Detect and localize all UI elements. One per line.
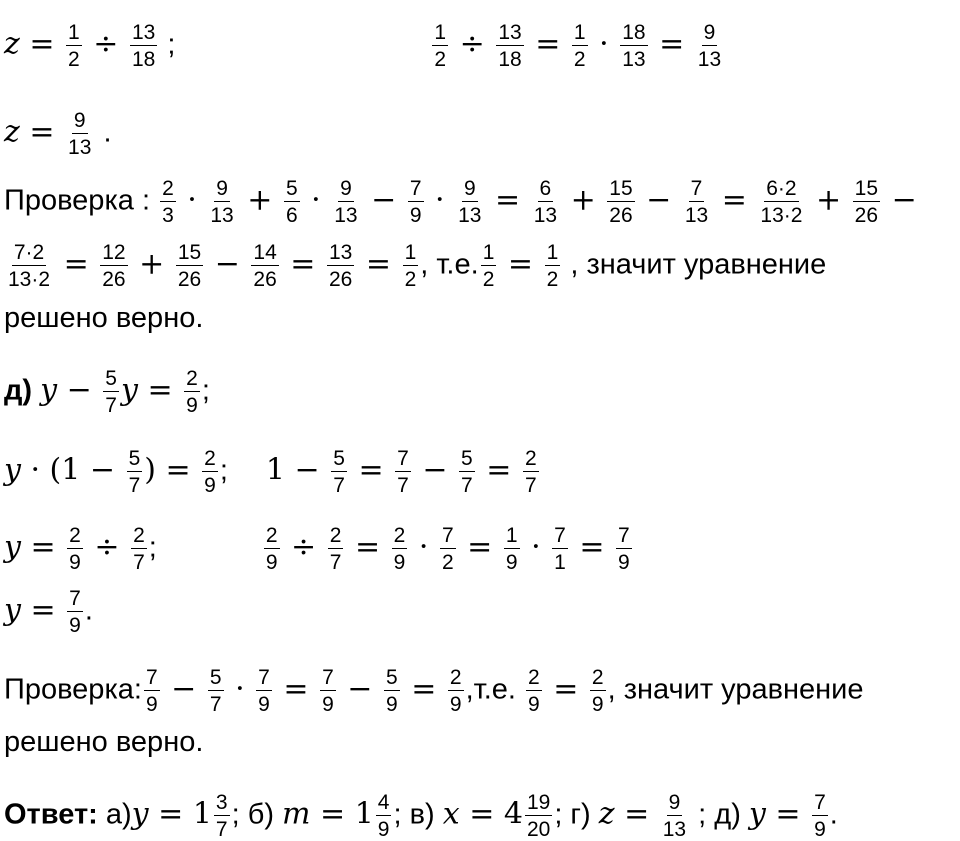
fraction <box>432 22 448 70</box>
text-run: ,т.е. <box>465 673 524 706</box>
fraction <box>616 525 632 573</box>
text-run: а) <box>97 798 132 831</box>
fraction <box>160 178 176 226</box>
fraction <box>103 368 119 416</box>
fraction-denominator: 9 <box>69 614 81 637</box>
text-line <box>4 178 917 226</box>
math-variable: y <box>4 452 21 488</box>
fraction-denominator: 7 <box>329 551 342 574</box>
fraction-denominator: 26 <box>177 268 202 291</box>
math-operator: = <box>712 182 757 218</box>
fraction-denominator: 7 <box>333 474 345 497</box>
fraction-numerator: 7 <box>145 666 158 689</box>
fraction-numerator: 7 <box>690 177 703 200</box>
fraction-numerator: 9 <box>668 791 681 814</box>
text-run: ; г) <box>554 798 599 831</box>
math-operator: + <box>237 182 282 218</box>
math-operator: = <box>457 529 502 565</box>
fraction <box>459 448 475 496</box>
fraction-denominator: 18 <box>498 48 522 71</box>
fraction-numerator: 14 <box>253 241 277 264</box>
fraction-denominator: 7 <box>133 551 145 574</box>
fraction <box>620 22 647 70</box>
fraction <box>552 525 568 573</box>
fraction <box>251 242 278 290</box>
math-operator: = 1 <box>310 796 374 832</box>
fraction-numerator: 5 <box>285 177 298 200</box>
fraction-numerator: 9 <box>73 109 86 132</box>
math-operator: ÷ <box>83 26 128 62</box>
fraction-numerator: 7 <box>814 791 826 814</box>
fraction <box>525 792 552 840</box>
fraction <box>456 178 483 226</box>
fraction-denominator: 13 <box>662 818 687 841</box>
fraction-numerator: 3 <box>215 791 228 814</box>
fraction <box>67 525 83 573</box>
fraction <box>683 178 710 226</box>
fraction-denominator: 9 <box>377 818 390 841</box>
fraction <box>395 448 411 496</box>
fraction <box>607 178 634 226</box>
text-line <box>4 298 203 338</box>
fraction-numerator: 9 <box>463 177 476 200</box>
fraction-denominator: 13 <box>68 136 92 159</box>
fraction <box>384 667 400 715</box>
fraction <box>208 178 235 226</box>
math-operator: = 4 <box>459 796 523 832</box>
fraction-numerator: 2 <box>162 177 174 200</box>
fraction-numerator: 7 <box>618 524 630 547</box>
fraction-numerator: 7 <box>397 447 409 470</box>
math-operator: = <box>356 246 401 282</box>
fraction-denominator: 13 <box>210 204 234 227</box>
fraction <box>403 242 419 290</box>
fraction-numerator: 5 <box>461 447 473 470</box>
text-line <box>4 110 112 158</box>
math-variable: m <box>282 796 311 832</box>
fraction-numerator: 9 <box>340 177 352 200</box>
text-run: Проверка : <box>4 184 159 217</box>
fraction <box>526 667 542 715</box>
fraction <box>408 178 424 226</box>
fraction <box>100 242 127 290</box>
fraction-numerator: 9 <box>216 177 228 200</box>
text-run: , т.е. <box>420 248 479 281</box>
math-operator: ÷ <box>84 529 130 565</box>
fraction-denominator: 7 <box>397 474 409 497</box>
math-operator: − <box>361 182 406 218</box>
math-operator: · <box>521 529 551 565</box>
fraction-numerator: 15 <box>854 177 879 200</box>
text-run: ; в) <box>393 798 443 831</box>
fraction-denominator: 26 <box>102 268 126 291</box>
math-operator: = <box>765 796 811 832</box>
fraction <box>590 667 606 715</box>
fraction-numerator: 5 <box>209 666 222 689</box>
fraction-denominator: 2 <box>404 268 417 291</box>
math-operator: ÷ <box>281 529 326 565</box>
text-run: ; <box>159 28 176 61</box>
math-operator: − <box>412 452 458 488</box>
fraction-numerator: 2 <box>329 524 342 547</box>
math-operator: = <box>19 114 65 150</box>
math-operator: = <box>525 26 570 62</box>
text-line <box>4 242 826 290</box>
math-variable: y <box>120 372 138 408</box>
math-operator: · <box>409 529 438 565</box>
fraction-numerator: 1 <box>404 241 417 264</box>
math-operator: ÷ <box>450 26 495 62</box>
fraction-numerator: 2 <box>524 447 537 470</box>
fraction-numerator: 19 <box>526 791 551 814</box>
fraction-numerator: 2 <box>265 524 278 547</box>
fraction <box>504 525 520 573</box>
math-variable: y <box>131 796 149 832</box>
fraction-denominator: 13 <box>684 204 709 227</box>
math-operator: = <box>19 26 65 62</box>
fraction <box>481 242 497 290</box>
fraction-numerator: 2 <box>69 524 81 547</box>
fraction <box>327 242 354 290</box>
text-run: решено верно. <box>4 726 204 758</box>
fraction-numerator: 6 <box>539 177 552 200</box>
text-run: ; <box>219 454 228 487</box>
fraction-numerator: 1 <box>434 21 447 44</box>
fraction <box>331 448 347 496</box>
fraction-denominator: 7 <box>209 693 222 716</box>
math-operator: = <box>498 246 543 282</box>
math-operator: = <box>476 452 521 488</box>
fraction-numerator: 7·2 <box>13 241 45 264</box>
fraction-denominator: 9 <box>449 693 462 716</box>
text-line <box>4 368 210 416</box>
fraction <box>176 242 203 290</box>
math-operator: · <box>589 26 619 62</box>
text-run: Проверка: <box>4 673 142 706</box>
text-run: ; д) <box>690 798 749 831</box>
fraction-denominator: 13·2 <box>8 268 51 291</box>
fraction <box>264 525 280 573</box>
fraction-denominator: 13 <box>622 48 646 71</box>
fraction-denominator: 26 <box>253 268 277 291</box>
fraction-numerator: 15 <box>177 241 202 264</box>
fraction-denominator: 9 <box>505 551 518 574</box>
fraction <box>202 448 218 496</box>
fraction-denominator: 9 <box>528 693 540 716</box>
fraction-denominator: 6 <box>285 204 298 227</box>
fraction-denominator: 9 <box>145 693 158 716</box>
fraction-numerator: 5 <box>128 447 141 470</box>
fraction-numerator: 2 <box>528 666 540 689</box>
fraction <box>853 178 880 226</box>
fraction-denominator: 7 <box>105 394 117 417</box>
math-operator: ) = <box>144 452 201 488</box>
text-run: . <box>84 594 93 627</box>
fraction-denominator: 9 <box>393 551 406 574</box>
fraction-numerator: 13 <box>328 241 353 264</box>
fraction-numerator: 12 <box>102 241 126 264</box>
fraction-denominator: 13 <box>533 204 558 227</box>
math-operator: = <box>280 246 325 282</box>
fraction-denominator: 2 <box>482 268 495 291</box>
fraction <box>320 667 336 715</box>
fraction-numerator: 1 <box>546 241 559 264</box>
text-line <box>4 22 725 70</box>
math-operator: = <box>54 246 99 282</box>
fraction <box>144 667 160 715</box>
fraction-denominator: 13 <box>697 48 722 71</box>
fraction-denominator: 2 <box>68 48 80 71</box>
fraction <box>661 792 688 840</box>
text-line <box>4 792 838 840</box>
fraction-numerator: 7 <box>554 524 566 547</box>
fraction-denominator: 3 <box>162 204 174 227</box>
fraction-denominator: 13 <box>458 204 482 227</box>
fraction-numerator: 2 <box>133 524 145 547</box>
fraction-denominator: 7 <box>215 818 228 841</box>
math-operator: + <box>129 246 174 282</box>
fraction-numerator: 13 <box>498 21 522 44</box>
math-variable: y <box>4 529 21 565</box>
math-operator: · <box>425 182 455 218</box>
text-run: ; <box>148 531 157 564</box>
fraction-numerator: 18 <box>622 21 646 44</box>
fraction-denominator: 26 <box>609 204 633 227</box>
text-line <box>4 667 863 715</box>
fraction-numerator: 5 <box>105 367 117 390</box>
fraction <box>66 110 93 158</box>
fraction-denominator: 13·2 <box>760 204 803 227</box>
fraction <box>284 178 300 226</box>
math-operator: · <box>225 671 255 707</box>
fraction-numerator: 7 <box>409 177 422 200</box>
text-run: . <box>95 116 112 149</box>
fraction-denominator: 26 <box>328 268 353 291</box>
fraction <box>256 667 272 715</box>
fraction <box>332 178 359 226</box>
fraction <box>696 22 723 70</box>
fraction-numerator: 2 <box>186 367 198 390</box>
fraction-numerator: 1 <box>482 241 495 264</box>
text-run: . <box>829 798 838 831</box>
math-operator: 1 − <box>265 452 330 488</box>
text-run: , значит уравнение <box>562 248 827 281</box>
fraction-denominator: 7 <box>461 474 473 497</box>
math-operator: · <box>301 182 331 218</box>
text-line <box>4 588 93 636</box>
text-run: , значит уравнение <box>607 673 864 706</box>
fraction <box>376 792 392 840</box>
fraction-numerator: 5 <box>385 666 398 689</box>
fraction <box>6 242 52 290</box>
fraction <box>184 368 200 416</box>
fraction <box>496 22 523 70</box>
fraction <box>572 22 588 70</box>
fraction-denominator: 9 <box>258 693 270 716</box>
math-operator: = <box>569 529 615 565</box>
fraction-numerator: 7 <box>322 666 334 689</box>
fraction-denominator: 2 <box>441 551 454 574</box>
fraction-denominator: 1 <box>554 551 566 574</box>
fraction-denominator: 9 <box>204 474 216 497</box>
fraction-numerator: 1 <box>68 21 80 44</box>
fraction <box>758 178 804 226</box>
math-operator: − <box>882 182 917 218</box>
fraction-numerator: 1 <box>573 21 586 44</box>
text-run: ; б) <box>231 798 283 831</box>
math-operator: = 1 <box>148 796 212 832</box>
fraction-denominator: 2 <box>546 268 559 291</box>
math-operator: · <box>177 182 207 218</box>
fraction-numerator: 6·2 <box>766 177 797 200</box>
math-operator: = <box>137 372 183 408</box>
text-line <box>4 448 541 496</box>
math-operator: = <box>485 182 530 218</box>
math-operator: = <box>348 452 394 488</box>
fraction-denominator: 18 <box>131 48 156 71</box>
fraction <box>523 448 539 496</box>
fraction-denominator: 26 <box>854 204 879 227</box>
fraction-numerator: 7 <box>258 666 270 689</box>
fraction-denominator: 2 <box>573 48 586 71</box>
math-variable: z <box>598 796 615 832</box>
fraction-numerator: 7 <box>441 524 454 547</box>
math-operator: = <box>20 529 66 565</box>
fraction-denominator: 9 <box>591 693 604 716</box>
fraction <box>208 667 224 715</box>
fraction <box>130 22 157 70</box>
math-variable: y <box>40 372 58 408</box>
fraction-denominator: 9 <box>409 204 422 227</box>
math-variable: x <box>442 796 460 832</box>
text-line <box>4 722 203 762</box>
fraction <box>440 525 456 573</box>
math-operator: − <box>636 182 681 218</box>
math-operator: = <box>614 796 659 832</box>
fraction <box>545 242 561 290</box>
fraction <box>67 588 83 636</box>
fraction-denominator: 9 <box>814 818 826 841</box>
fraction-numerator: 2 <box>204 447 216 470</box>
math-operator: = <box>543 671 588 707</box>
fraction <box>131 525 147 573</box>
fraction-denominator: 2 <box>434 48 447 71</box>
fraction-denominator: 9 <box>385 693 398 716</box>
fraction-denominator: 9 <box>69 551 81 574</box>
fraction-denominator: 13 <box>334 204 358 227</box>
math-operator: − <box>57 372 102 408</box>
fraction-denominator: 20 <box>526 818 551 841</box>
text-run: решено верно. <box>4 302 204 334</box>
fraction-denominator: 7 <box>524 474 537 497</box>
math-operator: = <box>20 592 66 628</box>
fraction <box>448 667 464 715</box>
fraction <box>214 792 230 840</box>
fraction <box>532 178 559 226</box>
math-operator: − <box>205 246 250 282</box>
fraction-denominator: 9 <box>322 693 334 716</box>
math-variable: z <box>4 114 20 150</box>
math-operator: − <box>161 671 206 707</box>
math-variable: y <box>748 796 766 832</box>
fraction-numerator: 2 <box>449 666 462 689</box>
fraction-numerator: 2 <box>591 666 604 689</box>
math-operator: + <box>561 182 606 218</box>
fraction <box>328 525 344 573</box>
fraction-denominator: 7 <box>128 474 141 497</box>
fraction-denominator: 9 <box>265 551 278 574</box>
fraction-numerator: 9 <box>703 21 716 44</box>
bold-label: д) <box>4 374 41 407</box>
fraction-denominator: 9 <box>618 551 630 574</box>
fraction <box>66 22 82 70</box>
fraction-numerator: 15 <box>609 177 633 200</box>
math-operator: = <box>345 529 390 565</box>
fraction-numerator: 1 <box>505 524 518 547</box>
fraction <box>127 448 143 496</box>
fraction <box>812 792 828 840</box>
bold-label: Ответ: <box>4 798 98 831</box>
fraction-numerator: 4 <box>377 791 390 814</box>
text-run: ; <box>201 374 210 407</box>
math-operator: = <box>273 671 319 707</box>
fraction-numerator: 5 <box>333 447 345 470</box>
math-operator: = <box>649 26 694 62</box>
math-operator: · (1 − <box>20 452 125 488</box>
math-operator: + <box>806 182 851 218</box>
fraction-denominator: 9 <box>186 394 198 417</box>
math-operator: = <box>401 671 446 707</box>
fraction-numerator: 13 <box>131 21 156 44</box>
math-operator: − <box>337 671 382 707</box>
math-variable: z <box>4 26 20 62</box>
fraction-numerator: 7 <box>69 587 81 610</box>
fraction-numerator: 2 <box>393 524 406 547</box>
text-line <box>4 525 634 573</box>
math-variable: y <box>4 592 21 628</box>
fraction <box>392 525 408 573</box>
